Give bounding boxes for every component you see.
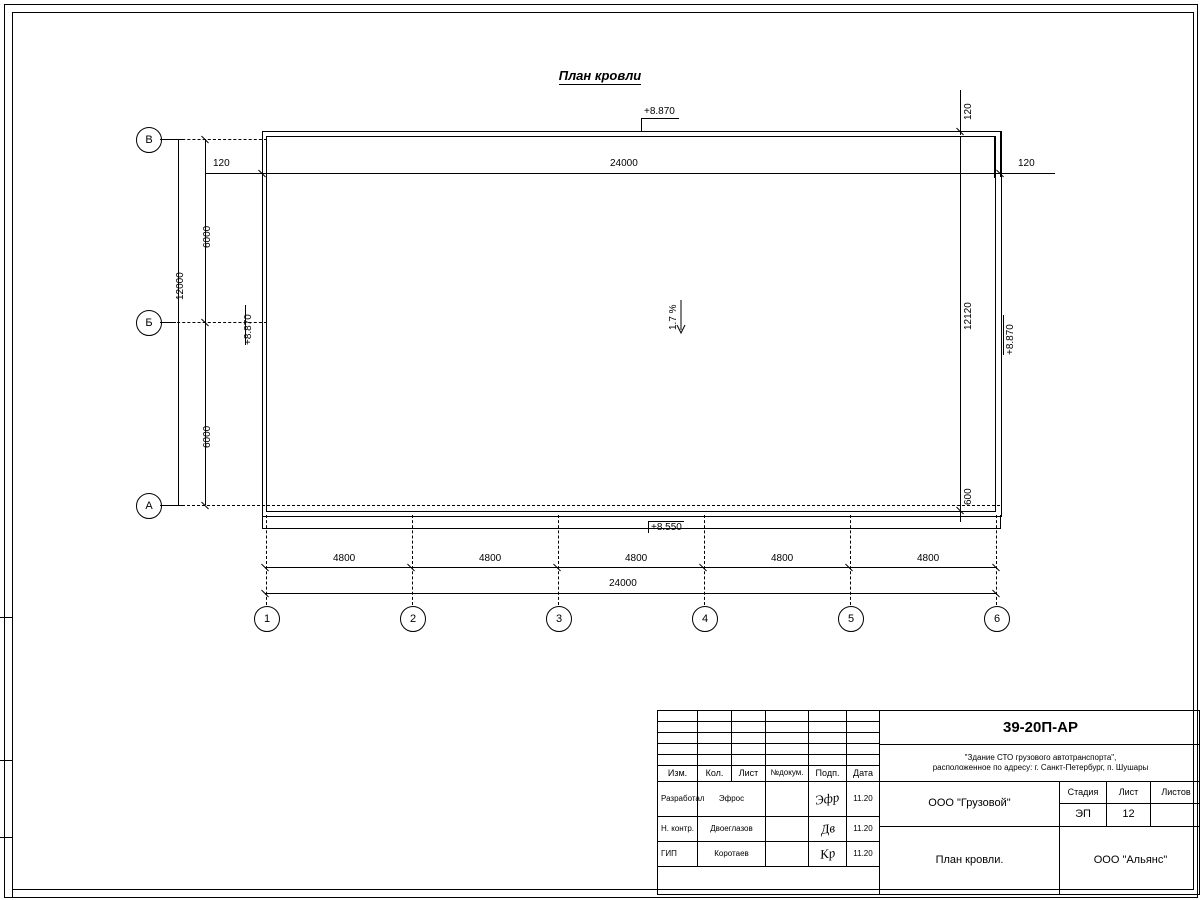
tb-col-ndok: №докум.: [766, 766, 809, 782]
tb-organization: [1060, 827, 1200, 895]
tb-col-podp: Подп.: [809, 766, 847, 782]
elev-top-label: +8.870: [644, 106, 675, 117]
tb-empty-cell: [809, 755, 847, 766]
dim-bottom-overall-line: [265, 593, 997, 594]
axis-bubble-h-4[interactable]: 4: [692, 606, 718, 632]
dim-top-ext-left: [262, 131, 263, 177]
tb-row-name-3: Коротаев: [698, 842, 766, 867]
tb-empty-cell: [809, 722, 847, 733]
dim-bottom-bay-4: 4800: [771, 553, 794, 564]
axis-bubble-h-1[interactable]: 1: [254, 606, 280, 632]
signature-2: Дв: [819, 820, 836, 838]
dim-bottom-bay-3: 4800: [625, 553, 648, 564]
dim-bottom-overall: 24000: [609, 578, 637, 589]
tb-empty-cell: [698, 711, 732, 722]
sheet-left-margin-block: [0, 617, 13, 898]
tb-empty-cell: [658, 711, 698, 722]
tb-row-role-2: Н. контр.: [658, 817, 698, 842]
tb-empty-cell: [809, 711, 847, 722]
dim-top-overall: 24000: [610, 158, 638, 169]
dim-bottom-bay-5: 4800: [917, 553, 940, 564]
axis-lead-v-2: [160, 322, 176, 323]
tb-empty-cell: [766, 733, 809, 744]
dim-left-upper-bay: 6000: [202, 225, 213, 248]
elev-left-label: +8.870: [243, 314, 254, 345]
tb-row-sign-1: [809, 782, 847, 817]
axis-bubble-h-2[interactable]: 2: [400, 606, 426, 632]
dim-right-bottom-line: [960, 472, 961, 522]
elev-bottom-label: +8.550: [651, 522, 682, 533]
axis-lead-v-1: [160, 139, 176, 140]
elev-bottom-underline: [648, 521, 684, 522]
elev-top-leader: [641, 118, 642, 131]
tb-empty-cell: [732, 744, 766, 755]
tb-empty-cell: [698, 733, 732, 744]
tb-empty-cell: [847, 733, 880, 744]
dim-bottom-bay-1: 4800: [333, 553, 356, 564]
tb-empty-cell: [766, 722, 809, 733]
tb-empty-cell: [698, 744, 732, 755]
tb-code-text: 39-20П-АР: [1003, 718, 1078, 736]
axis-line-v2: [172, 322, 267, 323]
tb-bottom-left-blank: [658, 867, 880, 895]
tb-empty-cell: [732, 733, 766, 744]
axis-bubble-h-5[interactable]: 5: [838, 606, 864, 632]
tb-lists-header: Листов: [1151, 782, 1200, 804]
roof-bottom-edge-left: [262, 515, 263, 529]
tb-row-date-2: 11.20: [847, 817, 880, 842]
tb-empty-cell: [732, 755, 766, 766]
dim-top-left-offset-line: [205, 173, 265, 174]
drawing-title-text: План кровли: [558, 68, 642, 83]
tb-empty-cell: [698, 755, 732, 766]
tb-row-ndok-1: [766, 782, 809, 817]
dim-bottom-bays-line: [265, 567, 997, 568]
title-block: [657, 710, 1200, 895]
dim-right-top-line: [960, 90, 961, 135]
tb-row-date-1: 11.20: [847, 782, 880, 817]
elev-right-underline: [1003, 315, 1004, 355]
sheet-left-margin-divider-1: [0, 760, 12, 761]
tb-customer-text: ООО "Грузовой": [928, 797, 1011, 810]
elev-right-label: +8.870: [1005, 324, 1016, 355]
axis-bubble-v-3[interactable]: А: [136, 493, 162, 519]
elev-bottom-leader: [648, 521, 649, 533]
dim-right-main: 12120: [963, 302, 974, 330]
tb-code: [880, 711, 1200, 745]
dim-top-left-offset: 120: [213, 158, 230, 169]
tb-list-header: Лист: [1107, 782, 1151, 804]
dim-right-bottom-offset: 600: [963, 488, 974, 505]
tb-empty-cell: [658, 733, 698, 744]
tb-object-line-1: "Здание СТО грузового автотранспорта",: [964, 753, 1117, 762]
tb-sheet-title: [880, 827, 1060, 895]
tb-empty-cell: [847, 711, 880, 722]
dim-right-main-line: [960, 136, 961, 510]
tb-row-role-3: ГИП: [658, 842, 698, 867]
tb-empty-cell: [658, 755, 698, 766]
axis-bubble-h-6[interactable]: 6: [984, 606, 1010, 632]
signature-1: Эфр: [814, 789, 841, 808]
axis-line-v3: [172, 505, 1000, 506]
tb-object: [880, 745, 1200, 782]
tb-empty-cell: [809, 744, 847, 755]
tb-empty-cell: [766, 744, 809, 755]
tb-row-name-2: Двоеглазов: [698, 817, 766, 842]
tb-row-sign-3: [809, 842, 847, 867]
axis-lead-v-3: [160, 505, 176, 506]
sheet-left-margin-divider-2: [0, 837, 12, 838]
dim-bottom-bay-2: 4800: [479, 553, 502, 564]
slope-label: 1.7 %: [668, 304, 679, 330]
axis-line-v1: [172, 139, 267, 140]
tb-list-value: 12: [1107, 804, 1151, 827]
signature-3: Кр: [818, 845, 836, 863]
tb-row-name-1: Эфрос: [698, 782, 766, 817]
tb-col-kol: Кол.: [698, 766, 732, 782]
roof-bottom-edge-right: [1000, 515, 1001, 529]
tb-row-ndok-2: [766, 817, 809, 842]
tb-col-data: Дата: [847, 766, 880, 782]
tb-sheet-title-text: План кровли.: [935, 854, 1004, 867]
tb-empty-cell: [766, 711, 809, 722]
dim-right-top-offset: 120: [963, 103, 974, 120]
elev-top-underline: [641, 118, 679, 119]
dim-left-overall: 12000: [175, 272, 186, 300]
tb-col-izm: Изм.: [658, 766, 698, 782]
tb-stage-header: Стадия: [1060, 782, 1107, 804]
tb-empty-cell: [847, 755, 880, 766]
roof-bottom-edge: [262, 528, 1000, 529]
tb-empty-cell: [698, 722, 732, 733]
dim-top-ext-inner-left: [266, 136, 267, 178]
tb-empty-cell: [658, 722, 698, 733]
tb-col-list: Лист: [732, 766, 766, 782]
tb-stage-value: ЭП: [1060, 804, 1107, 827]
elev-left-underline: [245, 305, 246, 345]
dim-left-lower-bay: 6000: [202, 425, 213, 448]
axis-bubble-h-3[interactable]: 3: [546, 606, 572, 632]
dim-top-ext-inner-right: [994, 136, 995, 178]
tb-row-role-1: Разработал: [658, 782, 698, 817]
tb-lists-value: [1151, 804, 1200, 827]
tb-empty-cell: [766, 755, 809, 766]
dim-top-line: [262, 173, 1000, 174]
tb-object-line-2: расположенное по адресу: г. Санкт-Петербург, п. Шушары: [932, 763, 1149, 772]
tb-empty-cell: [658, 744, 698, 755]
tb-empty-cell: [732, 711, 766, 722]
tb-empty-cell: [809, 733, 847, 744]
axis-bubble-v-2[interactable]: Б: [136, 310, 162, 336]
dim-top-ext-right: [1000, 131, 1001, 177]
tb-organization-text: ООО "Альянс": [1093, 854, 1168, 867]
tb-empty-cell: [847, 722, 880, 733]
dim-top-right-offset-line: [995, 173, 1055, 174]
tb-row-ndok-3: [766, 842, 809, 867]
drawing-title: [0, 68, 1200, 83]
dim-top-right-offset: 120: [1018, 158, 1035, 169]
tb-empty-cell: [732, 722, 766, 733]
axis-bubble-v-1[interactable]: В: [136, 127, 162, 153]
tb-empty-cell: [847, 744, 880, 755]
tb-customer: [880, 782, 1060, 827]
tb-row-date-3: 11.20: [847, 842, 880, 867]
tb-row-sign-2: [809, 817, 847, 842]
roof-outline-inner: [266, 136, 996, 512]
